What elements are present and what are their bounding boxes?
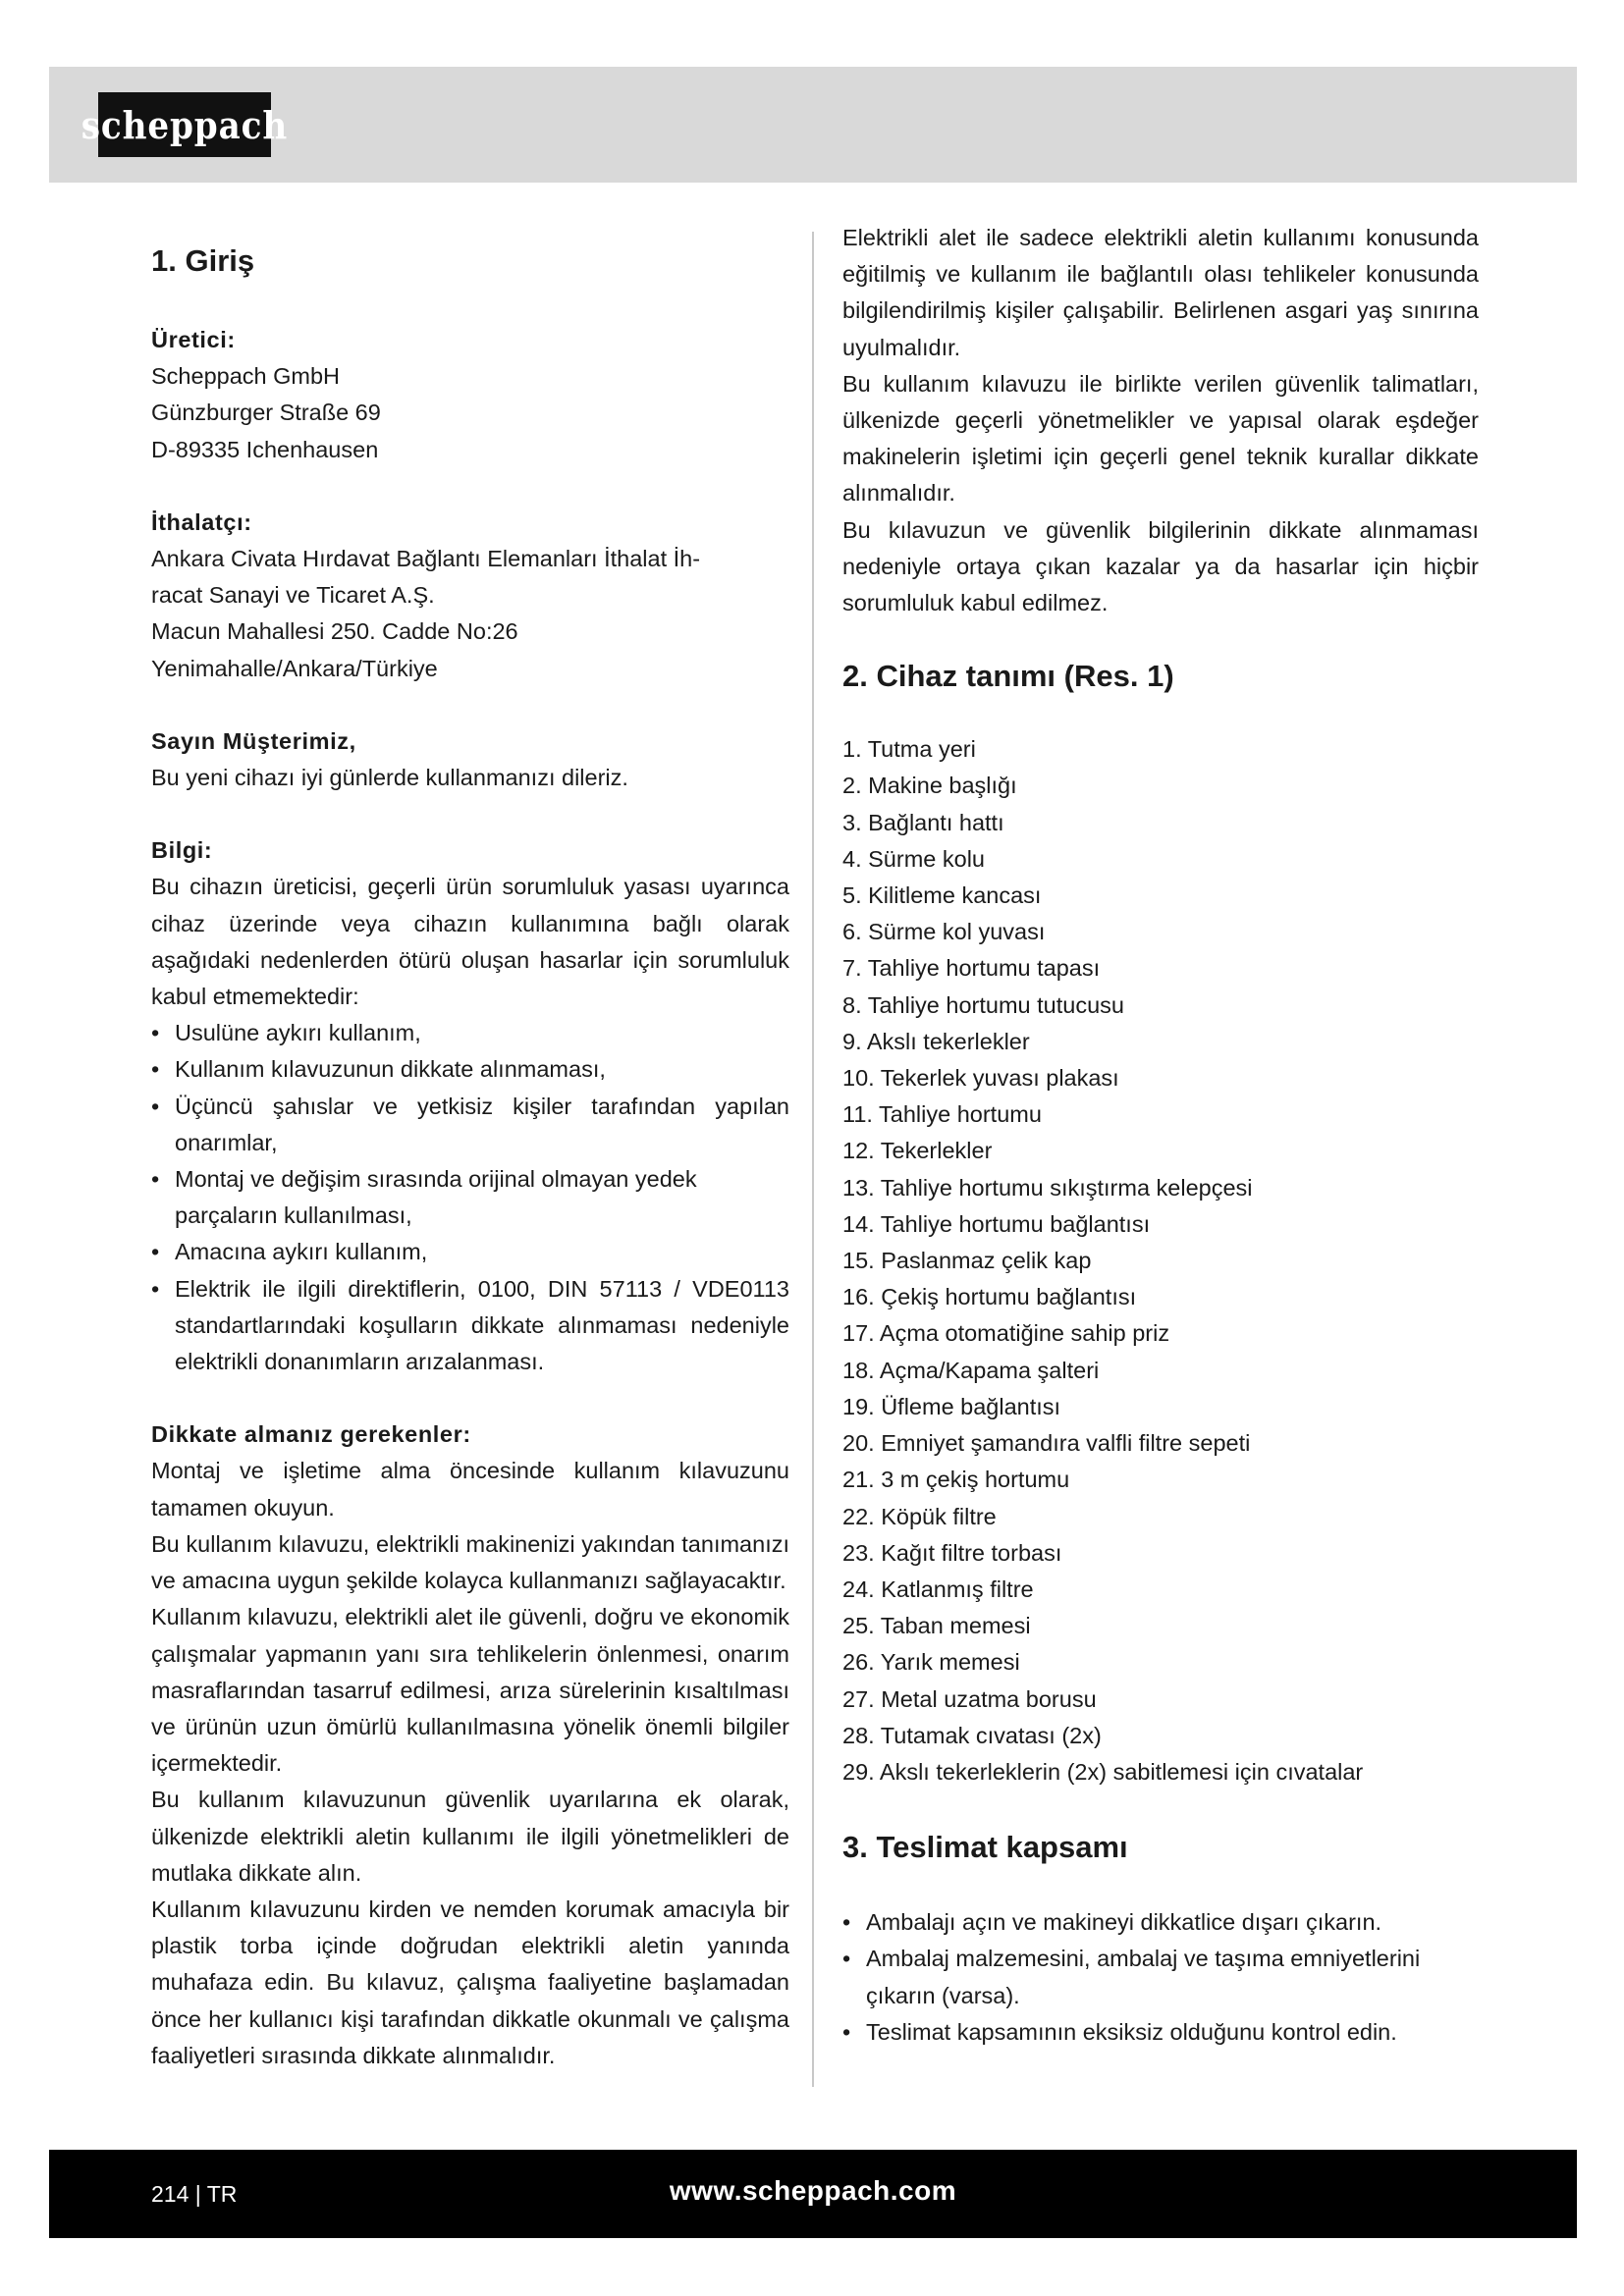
info-text: Bu cihazın üreticisi, geçerli ürün sorumluluk yasası uyarınca cihaz üzerinde veya cihazın kullanımına bağlı olarak aşağıdaki nedenlerden ötürü oluşan hasarlar için sorumluluk kabul etmemektedir: [151,874,789,1010]
intro-paragraph: Elektrikli alet ile sadece elektrikli aletin kullanımı konusunda eğitilmiş ve kullanım ile bağlantılı olası tehlikeler konusunda bilgilendirilmiş kişiler çalışabilir. Belirlenen asgari yaş sınırına uyulmalıdır. [842,225,1479,360]
parts-list-item: 8. Tahliye hortumu tutucusu [842,991,1124,1018]
notes-label: Dikkate almanız gerekenler: [151,1421,471,1448]
info-label: Bilgi: [151,837,213,864]
parts-list-item: 22. Köpük filtre [842,1503,997,1529]
customer-text: Bu yeni cihazı iyi günlerde kullanmanızı dileriz. [151,765,628,791]
parts-list-item: 16. Çekiş hortumu bağlantısı [842,1284,1137,1310]
parts-list-item: 19. Üfleme bağlantısı [842,1393,1061,1419]
notes-paragraph: Kullanım kılavuzu, elektrikli alet ile güvenli, doğru ve ekonomik çalışmalar yapmanın yanı sıra tehlikelerin önlenmesi, onarım masraflarından tasarruf edilmesi, arıza sürelerinin kısaltılması ve ürünün uzun ömürlü kullanılmasına yönelik önemli bilgiler içermektedir. [151,1604,789,1777]
delivery-bullet-list [842,1904,1479,2051]
parts-list-item: 28. Tutamak cıvatası (2x) [842,1722,1102,1748]
customer-block [151,723,789,796]
brand-logo [81,92,289,157]
parts-list-item: 14. Tahliye hortumu bağlantısı [842,1210,1151,1237]
importer-label: İthalatçı: [151,508,252,535]
info-bullet: • Üçüncü şahıslar ve yetkisiz kişiler tarafından yapılan onarımlar, [151,1089,789,1161]
parts-list-item: 13. Tahliye hortumu sıkıştırma kelepçesi [842,1174,1253,1201]
manufacturer-line: Scheppach GmbH [151,363,341,390]
footer-band [49,2150,1577,2238]
importer-line: Ankara Civata Hırdavat Bağlantı Elemanları İthalat İh- [151,546,701,572]
parts-list-item: 12. Tekerlekler [842,1138,993,1164]
parts-list-item: 1. Tutma yeri [842,736,976,763]
manufacturer-line: Günzburger Straße 69 [151,400,381,426]
parts-list-item: 17. Açma otomatiğine sahip priz [842,1320,1170,1347]
section-3-title: 3. Teslimat kapsamı [842,1830,1128,1865]
notes-block [151,1416,789,2074]
footer-website-link[interactable]: www.scheppach.com [669,2175,957,2206]
parts-list-item: 25. Taban memesi [842,1613,1031,1639]
parts-list-item: 21. 3 m çekiş hortumu [842,1467,1070,1493]
parts-list-item: 2. Makine başlığı [842,773,1017,799]
customer-label: Sayın Müşterimiz, [151,727,356,754]
parts-list-item: 20. Emniyet şamandıra valfli filtre sepeti [842,1430,1251,1457]
parts-list-item: 27. Metal uzatma borusu [842,1685,1097,1712]
parts-list-item: 6. Sürme kol yuvası [842,919,1046,945]
importer-block [151,505,789,687]
parts-list-item: 15. Paslanmaz çelik kap [842,1248,1092,1274]
brand-logo-text: scheppach [81,102,289,147]
manufacturer-line: D-89335 Ichenhausen [151,436,379,462]
section-2-title: 2. Cihaz tanımı (Res. 1) [842,659,1174,694]
column-divider [812,232,814,2087]
left-column [151,220,789,2074]
parts-list-item: 9. Akslı tekerlekler [842,1028,1030,1054]
manufacturer-block [151,322,789,468]
parts-list-item: 26. Yarık memesi [842,1649,1020,1676]
notes-paragraph: Bu kullanım kılavuzunun güvenlik uyarılarına ek olarak, ülkenizde elektrikli aletin kullanımı ile ilgili yönetmelikleri de mutlaka dikkate alın. [151,1787,789,1886]
page-number: 214 | TR [151,2181,238,2207]
importer-line: racat Sanayi ve Ticaret A.Ş. [151,582,435,609]
manufacturer-label: Üretici: [151,327,236,352]
importer-line: Yenimahalle/Ankara/Türkiye [151,655,438,681]
parts-list-item: 7. Tahliye hortumu tapası [842,955,1101,982]
section-1-title: 1. Giriş [151,243,255,278]
info-bullet: • Elektrik ile ilgili direktiflerin, 0100, DIN 57113 / VDE0113 standartlarındaki koşulların dikkate alınmaması nedeniyle elektrikli donanımların arızalanması. [151,1271,789,1381]
info-bullet-list [151,1015,789,1380]
notes-paragraph: Montaj ve işletime alma öncesinde kullanım kılavuzunu tamamen okuyun. [151,1458,789,1521]
parts-list-item: 29. Akslı tekerleklerin (2x) sabitlemesi için cıvatalar [842,1758,1364,1785]
delivery-bullet: • Teslimat kapsamının eksiksiz olduğunu kontrol edin. [842,2014,1479,2051]
info-bullet: • Usulüne aykırı kullanım, [151,1015,789,1051]
info-block [151,832,789,1380]
parts-list-item: 5. Kilitleme kancası [842,882,1042,909]
parts-list-item: 18. Açma/Kapama şalteri [842,1357,1100,1383]
parts-list-item: 23. Kağıt filtre torbası [842,1539,1062,1566]
delivery-bullet: • Ambalaj malzemesini, ambalaj ve taşıma emniyetlerini çıkarın (varsa). [842,1941,1479,2013]
parts-list-item: 24. Katlanmış filtre [842,1575,1034,1602]
right-column [842,220,1479,2051]
importer-line: Macun Mahallesi 250. Cadde No:26 [151,618,518,645]
intro-paragraph: Bu kılavuzun ve güvenlik bilgilerinin dikkate alınmaması nedeniyle ortaya çıkan kazalar ya da hasarlar için hiçbir sorumluluk kabul edilmez. [842,516,1479,616]
intro-paragraph: Bu kullanım kılavuzu ile birlikte verilen güvenlik talimatları, ülkenizde geçerli yönetmelikler ve yapısal olarak eşdeğer makinelerin işletimi için geçerli genel teknik kurallar dikkate alınmalıdır. [842,370,1479,507]
info-bullet: • Kullanım kılavuzunun dikkate alınmaması, [151,1051,789,1088]
notes-paragraph: Kullanım kılavuzunu kirden ve nemden korumak amacıyla bir plastik torba içinde doğrudan elektrikli aletin yanında muhafaza edin. Bu kılavuz, çalışma faaliyetine başlamadan önce her kullanıcı kişi tarafından dikkatle okunmalı ve çalışma faaliyetleri sırasında dikkate alınmalıdır. [151,1896,789,2068]
parts-list-item: 3. Bağlantı hattı [842,809,1004,835]
info-bullet: • Amacına aykırı kullanım, [151,1234,789,1270]
notes-paragraph: Bu kullanım kılavuzu, elektrikli makinenizi yakından tanımanızı ve amacına uygun şekilde kolayca kullanmanızı sağlayacaktır. [151,1530,789,1594]
header-band [49,67,1577,183]
parts-list-item: 10. Tekerlek yuvası plakası [842,1065,1119,1092]
delivery-bullet: • Ambalajı açın ve makineyi dikkatlice dışarı çıkarın. [842,1904,1479,1941]
parts-list [842,731,1479,1790]
info-bullet: • Montaj ve değişim sırasında orijinal olmayan yedek parçaların kullanılması, [151,1161,789,1234]
parts-list-item: 4. Sürme kolu [842,845,985,872]
parts-list-item: 11. Tahliye hortumu [842,1101,1042,1128]
